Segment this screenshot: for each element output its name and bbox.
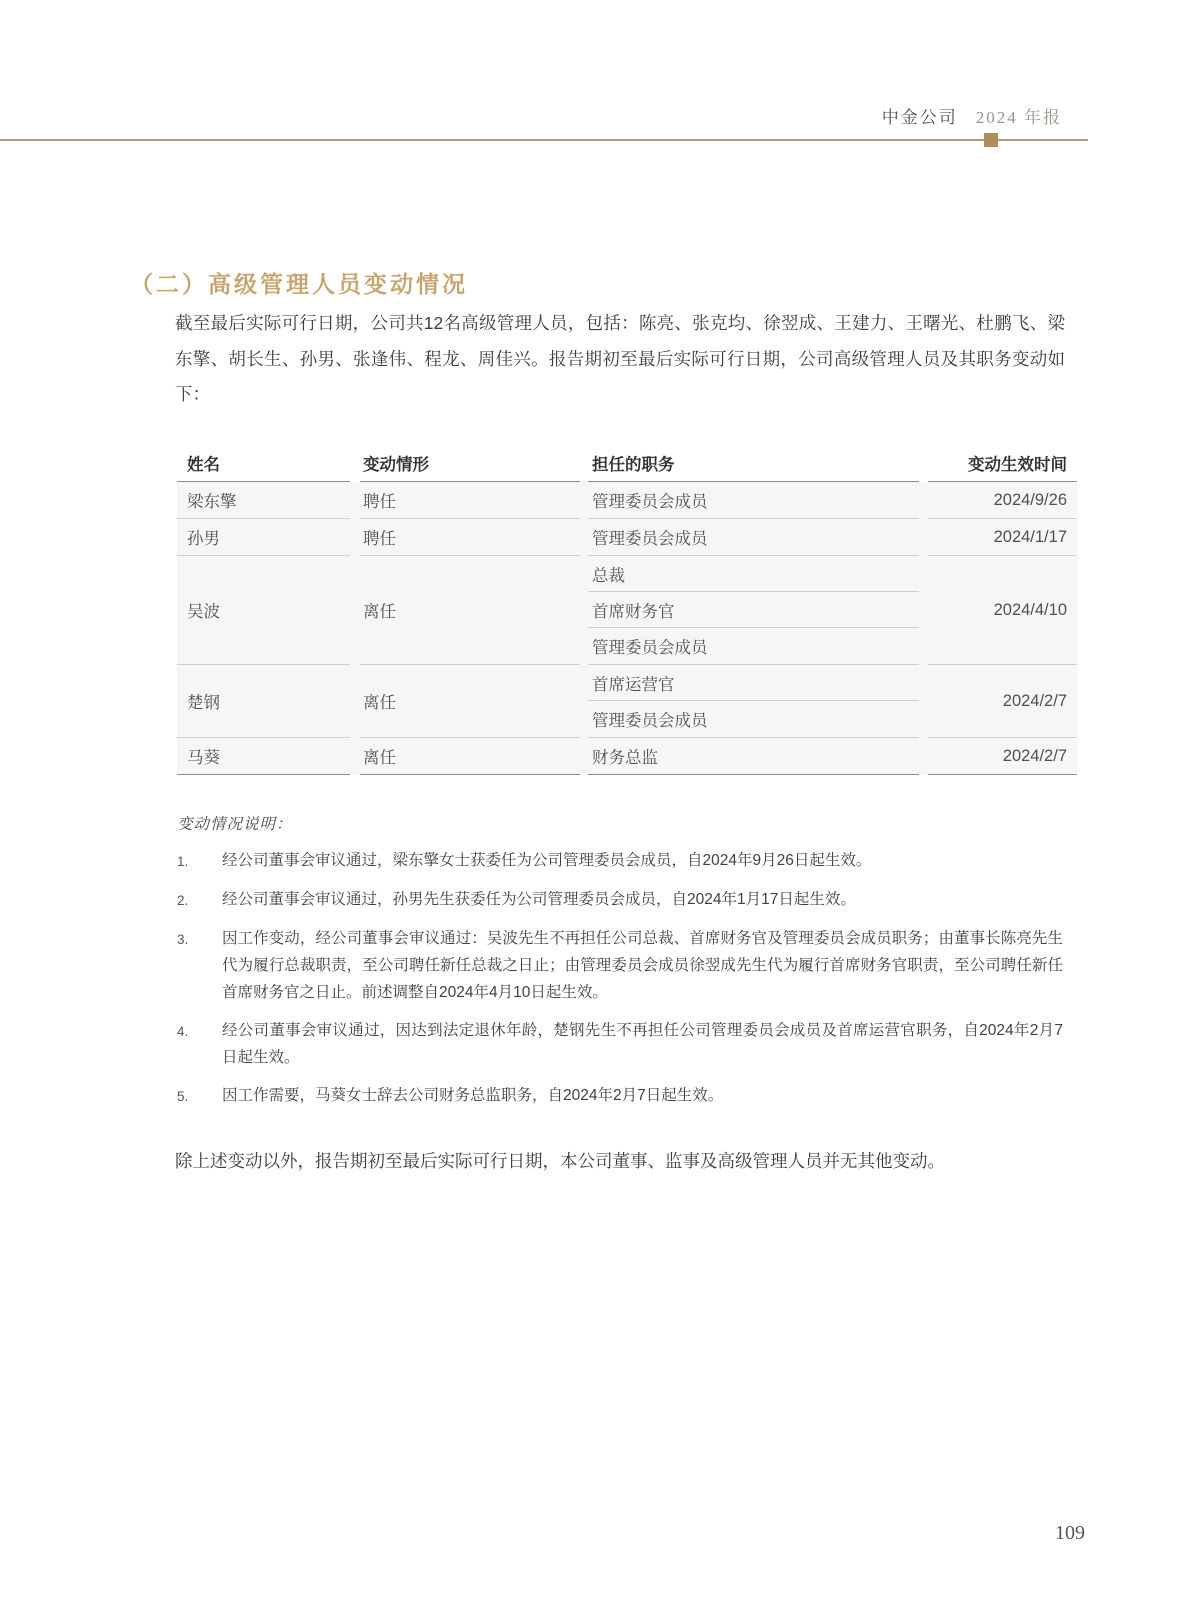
column-header-position: 担任的职务 (588, 445, 919, 482)
running-head (882, 103, 1062, 128)
cell-date: 2024/9/26 (928, 482, 1077, 519)
position-line: 管理委员会成员 (592, 530, 708, 548)
note-item-text: 因工作变动，经公司董事会审议通过：吴波先生不再担任公司总裁、首席财务官及管理委员会成员职务；由董事长陈亮先生代为履行总裁职责，至公司聘任新任总裁之日止；由管理委员会成员徐翌成先生代为履行首席财务官职责，至公司聘任新任首席财务官之日止。前述调整自2024年4月10日起生效。 (222, 930, 1063, 1001)
position-line: 总裁 (588, 556, 919, 592)
cell-change: 聘任 (360, 482, 580, 519)
cell-change: 离任 (360, 556, 580, 665)
position-line: 首席运营官 (588, 665, 919, 701)
section-title: （二）高级管理人员变动情况 (130, 271, 468, 297)
cell-positions (588, 738, 919, 775)
cell-name: 孙男 (177, 519, 350, 556)
running-head-company: 中金公司 (881, 108, 958, 127)
page-number: 109 (1055, 1522, 1085, 1544)
table-body (177, 482, 1077, 775)
note-item (177, 925, 1063, 1006)
position-line: 财务总监 (592, 749, 658, 767)
note-item (177, 1017, 1063, 1071)
table-row (177, 738, 1077, 775)
cell-change: 离任 (360, 738, 580, 775)
cell-positions (588, 556, 919, 665)
cell-positions (588, 519, 919, 556)
running-head-report: 2024 年报 (975, 108, 1062, 127)
note-item-number: 3. (177, 932, 189, 947)
cell-date: 2024/4/10 (928, 556, 1077, 665)
note-item-text: 因工作需要，马葵女士辞去公司财务总监职务，自2024年2月7日起生效。 (222, 1087, 724, 1104)
note-item-number: 4. (177, 1024, 189, 1039)
position-line: 管理委员会成员 (592, 712, 708, 730)
table-row (177, 482, 1077, 519)
cell-positions (588, 665, 919, 738)
cell-date: 2024/1/17 (928, 519, 1077, 556)
management-change-table (177, 445, 1077, 775)
note-item-number: 2. (177, 893, 189, 908)
note-item-number: 5. (177, 1089, 189, 1104)
table-header-row (177, 445, 1077, 482)
cell-date: 2024/2/7 (928, 738, 1077, 775)
note-item-number: 1. (177, 854, 189, 869)
cell-name: 梁东擎 (177, 482, 350, 519)
notes-label: 变动情况说明： (177, 816, 293, 833)
cell-name: 马葵 (177, 738, 350, 775)
note-item (177, 886, 1063, 914)
position-line: 管理委员会成员 (592, 639, 708, 657)
closing-paragraph: 除上述变动以外，报告期初至最后实际可行日期，本公司董事、监事及高级管理人员并无其他变动。 (175, 1151, 945, 1171)
table-row (177, 519, 1077, 556)
note-item-text: 经公司董事会审议通过，孙男先生获委任为公司管理委员会成员，自2024年1月17日起生效。 (222, 891, 856, 908)
note-item-text: 经公司董事会审议通过，因达到法定退休年龄，楚钢先生不再担任公司管理委员会成员及首席运营官职务，自2024年2月7日起生效。 (222, 1022, 1063, 1066)
cell-name: 吴波 (177, 556, 350, 665)
cell-name: 楚钢 (177, 665, 350, 738)
notes-list (177, 847, 1063, 1121)
header-rule (0, 139, 1088, 141)
cell-positions (588, 482, 919, 519)
cell-change: 聘任 (360, 519, 580, 556)
cell-change: 离任 (360, 665, 580, 738)
column-header-name: 姓名 (177, 445, 350, 482)
table-row (177, 665, 1077, 738)
position-line: 首席财务官 (588, 592, 919, 628)
header-rule-square (984, 133, 998, 147)
column-header-date: 变动生效时间 (928, 445, 1077, 482)
column-header-change: 变动情形 (360, 445, 580, 482)
note-item (177, 847, 1063, 875)
note-item-text: 经公司董事会审议通过，梁东擎女士获委任为公司管理委员会成员，自2024年9月26日起生效。 (222, 852, 872, 869)
note-item (177, 1082, 1063, 1110)
intro-paragraph: 截至最后实际可行日期，公司共12名高级管理人员，包括：陈亮、张克均、徐翌成、王建力、王曙光、杜鹏飞、梁东擎、胡长生、孙男、张逢伟、程龙、周佳兴。报告期初至最后实际可行日期，公司高级管理人员及其职务变动如下： (175, 313, 1065, 404)
cell-date: 2024/2/7 (928, 665, 1077, 738)
table-row (177, 556, 1077, 665)
position-line: 管理委员会成员 (592, 493, 708, 511)
